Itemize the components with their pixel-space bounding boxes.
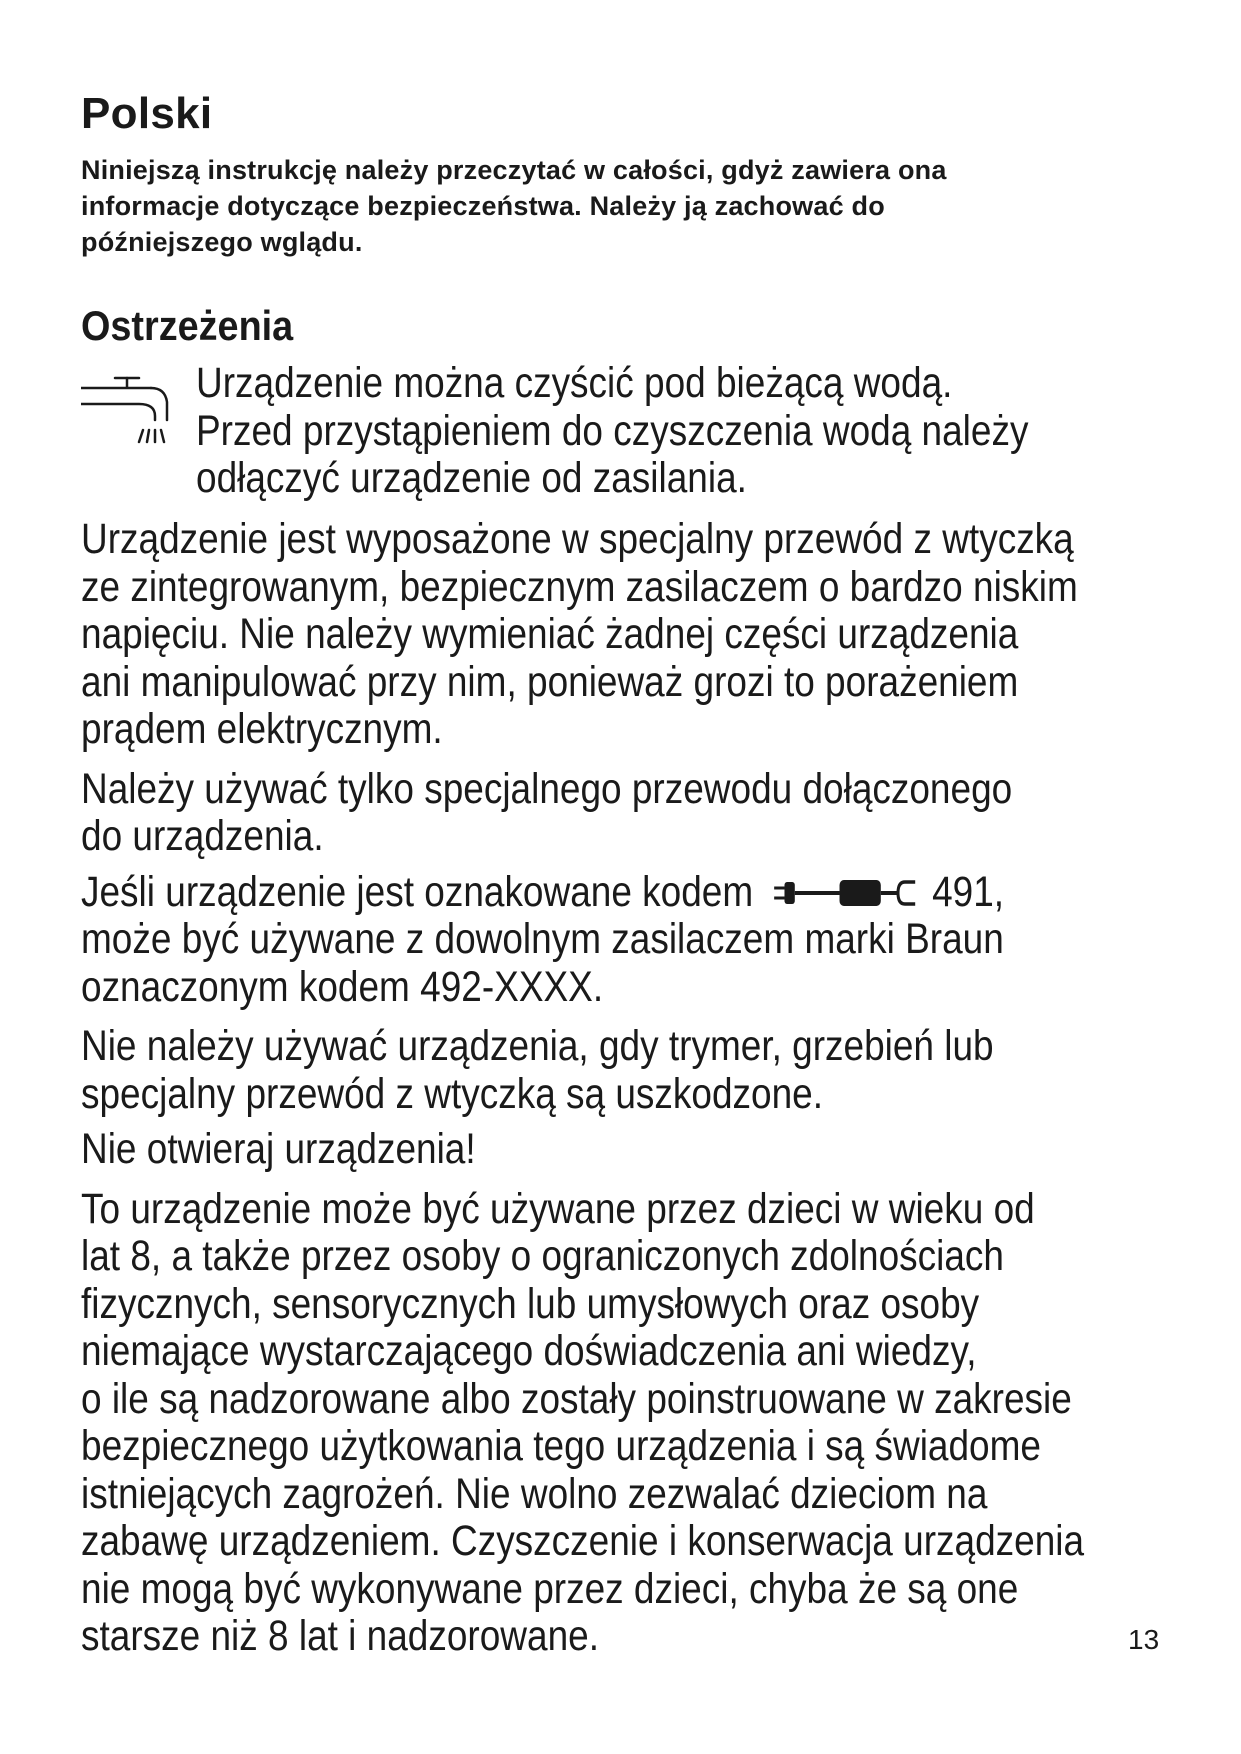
intro-notice xyxy=(81,152,1151,260)
text-line: oznaczonym kodem 492-XXXX. xyxy=(81,962,604,1011)
text-line: zabawę urządzeniem. Czyszczenie i konserwacja urządzenia xyxy=(81,1517,1085,1565)
page-number: 13 xyxy=(1128,1624,1160,1655)
intro-line: Niniejszą instrukcję należy przeczytać w całości, gdyż zawiera ona xyxy=(81,155,947,185)
text-line: niemające wystarczającego doświadczenia ani wiedzy, xyxy=(81,1327,977,1375)
intro-line: późniejszego wglądu. xyxy=(81,227,363,257)
text-line: To urządzenie może być używane przez dzieci w wieku od xyxy=(81,1184,1035,1233)
text-line: ani manipulować przy nim, ponieważ grozi to porażeniem xyxy=(81,657,1019,706)
text-line: istniejących zagrożeń. Nie wolno zezwalać dzieciom na xyxy=(81,1469,988,1518)
text-line: Nie należy używać urządzenia, gdy trymer, grzebień lub xyxy=(81,1022,994,1070)
text-line: specjalny przewód z wtyczką są uszkodzone. xyxy=(81,1069,824,1118)
text-line: ze zintegrowanym, bezpiecznym zasilaczem o bardzo niskim xyxy=(81,562,1078,611)
paragraph-only-cord xyxy=(81,764,1013,861)
code-text-before: Jeśli urządzenie jest oznakowane kodem xyxy=(81,867,754,916)
text-line: nie mogą być wykonywane przez dzieci, chyba że są one xyxy=(81,1564,1019,1613)
code-text-after: 491, xyxy=(932,867,1005,916)
text-line: do urządzenia. xyxy=(81,812,324,860)
text-line: Należy używać tylko specjalnego przewodu dołączonego xyxy=(81,764,1013,813)
intro-line: informacje dotyczące bezpieczeństwa. Należy ją zachować do xyxy=(81,191,885,221)
washable-text xyxy=(196,360,1028,503)
text-line: Urządzenie jest wyposażone w specjalny przewód z wtyczką xyxy=(81,515,1074,563)
text-line: napięciu. Nie należy wymieniać żadnej części urządzenia xyxy=(81,610,1019,658)
washable-warning xyxy=(81,360,1161,508)
paragraph-do-not-open xyxy=(81,1126,1010,1174)
text-line: prądem elektrycznym. xyxy=(81,705,443,753)
warnings-heading: Ostrzeżenia xyxy=(81,302,294,349)
text-line: o ile są nadzorowane albo zostały poinstruowane w zakresie xyxy=(81,1374,1072,1423)
text-line: lat 8, a także przez osoby o ograniczonych zdolnościach xyxy=(81,1232,1004,1280)
text-line: Przed przystąpieniem do czyszczenia wodą należy xyxy=(196,406,1029,455)
text-line: odłączyć urządzenie od zasilania. xyxy=(196,454,747,502)
water-tap-icon xyxy=(81,374,171,444)
paragraph-damaged xyxy=(81,1023,1010,1118)
text-line xyxy=(81,869,1010,917)
language-heading: Polski xyxy=(81,89,213,138)
text-line: fizycznych, sensorycznych lub umysłowych oraz osoby xyxy=(81,1279,980,1328)
text-line: Urządzenie można czyścić pod bieżącą wodą. xyxy=(196,359,953,407)
paragraph-code xyxy=(81,869,1010,1012)
text-line: bezpiecznego użytkowania tego urządzenia i są świadome xyxy=(81,1422,1042,1470)
paragraph-children xyxy=(81,1184,1085,1661)
plug-cord-icon xyxy=(772,876,927,910)
text-line: może być używane z dowolnym zasilaczem marki Braun xyxy=(81,915,1004,963)
manual-page xyxy=(81,84,1161,1661)
paragraph-cord xyxy=(81,515,1078,754)
text-line: Nie otwieraj urządzenia! xyxy=(81,1125,476,1173)
text-line: starsze niż 8 lat i nadzorowane. xyxy=(81,1612,600,1660)
